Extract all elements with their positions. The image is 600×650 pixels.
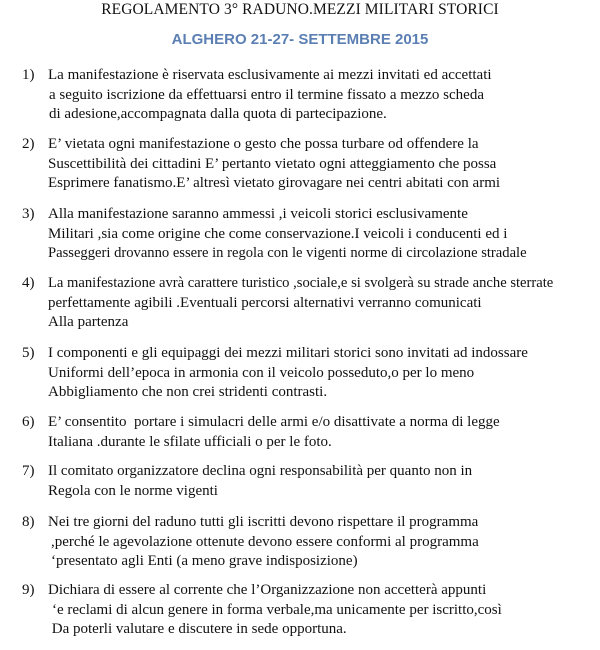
rule-number: 9) <box>22 582 35 598</box>
rule-line: Da poterli valutare e discutere in sede opportuna. <box>48 621 347 637</box>
rule-line: Suscettibilità dei cittadini E’ pertanto vietato ogni atteggiamento che possa <box>48 155 497 172</box>
rule-number: 1) <box>22 67 35 83</box>
rule-line: I componenti e gli equipaggi dei mezzi militari storici sono invitati ad indossare <box>48 345 528 361</box>
rule-number: 7) <box>22 463 35 479</box>
rule-line: Esprimere fanatismo.E’ altresì vietato girovagare nei centri abitati con armi <box>48 175 501 191</box>
rule-line: Uniformi dell’epoca in armonia con il veicolo posseduto,o per lo meno <box>48 364 475 381</box>
rule-line: Alla manifestazione saranno ammessi ,i veicoli storici esclusivamente <box>48 206 468 222</box>
rule-line: Militari ,sia come origine che come conservazione.I veicoli i conducenti ed i <box>48 225 508 242</box>
rule-line: Italiana .durante le sfilate ufficiali o per le foto. <box>48 433 332 450</box>
rule-line: Regola con le norme vigenti <box>48 482 218 499</box>
rule-number: 8) <box>22 514 35 530</box>
rule-line: ‘presentato agli Enti (a meno grave indisposizione) <box>51 553 358 569</box>
rule-number: 5) <box>22 345 35 361</box>
rule-number: 2) <box>22 136 35 152</box>
rule-line: Nei tre giorni del raduno tutti gli iscritti devono rispettare il programma <box>48 514 479 530</box>
rule-line: Abbigliamento che non crei stridenti contrasti. <box>48 384 328 400</box>
rule-line: a seguito iscrizione da effettuarsi entro il termine fissato a mezzo scheda <box>49 86 484 103</box>
rule-line: E’ consentito portare i simulacri delle armi e/o disattivate a norma di legge <box>48 414 500 430</box>
rule-line: E’ vietata ogni manifestazione o gesto che possa turbare od offendere la <box>48 136 479 152</box>
document-title: REGOLAMENTO 3° RADUNO.MEZZI MILITARI STORICI <box>101 1 499 18</box>
rule-line: ‘e reclami di alcun genere in forma verbale,ma unicamente per iscritto,così <box>52 601 502 618</box>
rule-number: 3) <box>22 206 35 222</box>
rule-line: Il comitato organizzatore declina ogni responsabilità per quanto non in <box>48 463 473 479</box>
rule-line: La manifestazione è riservata esclusivamente ai mezzi invitati ed accettati <box>48 67 492 83</box>
rule-line: La manifestazione avrà carattere turistico ,sociale,e si svolgerà su strade anche sterrate <box>48 275 554 291</box>
rule-number: 6) <box>22 414 35 430</box>
rule-line: Passeggeri drovanno essere in regola con le vigenti norme di circolazione stradale <box>48 245 527 261</box>
document-subtitle: ALGHERO 21-27- SETTEMBRE 2015 <box>171 31 429 48</box>
rule-line: di adesione,accompagnata dalla quota di partecipazione. <box>49 106 387 122</box>
rule-line: perfettamente agibili .Eventuali percorsi alternativi verranno comunicati <box>48 294 482 311</box>
rule-line: ,perché le agevolazione ottenute devono essere conformi al programma <box>51 533 479 550</box>
rule-number: 4) <box>22 275 35 291</box>
rule-line: Dichiara di essere al corrente che l’Organizzazione non accetterà appunti <box>48 582 487 598</box>
rule-line: Alla partenza <box>48 314 129 330</box>
